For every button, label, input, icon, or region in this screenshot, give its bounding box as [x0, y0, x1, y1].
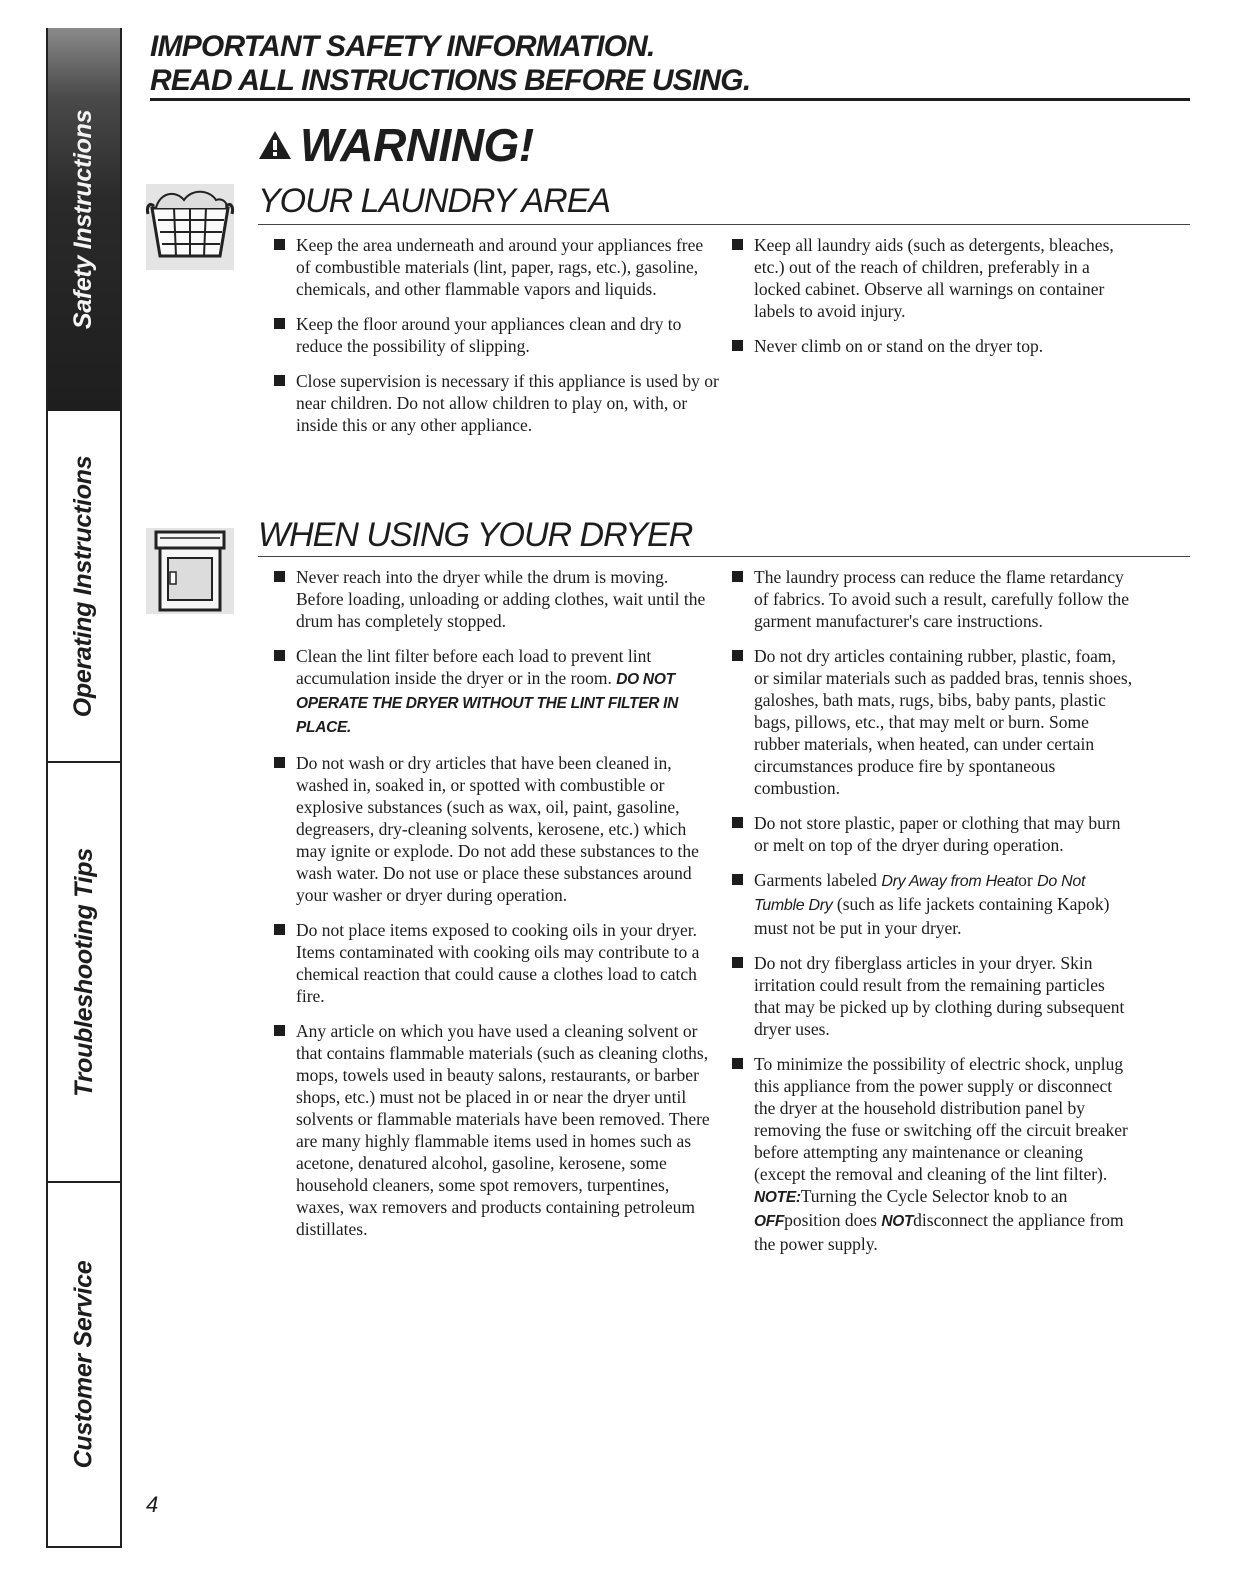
tab-label: Operating Instructions: [69, 455, 98, 717]
section-tabs: [46, 28, 122, 1548]
list-item: Garments labeled Dry Away from Heator Do Not Tumble Dry (such as life jackets containing Kapok) must not be put in your dryer.: [728, 869, 1133, 939]
tab-troubleshooting-tips[interactable]: [48, 763, 120, 1183]
list-item: Close supervision is necessary if this appliance is used by or near children. Do not allow children to play on, with, or inside this or any other appliance.: [270, 370, 720, 436]
using-dryer-left-column: [270, 566, 720, 1253]
list-item: Keep the floor around your appliances clean and dry to reduce the possibility of slipping.: [270, 313, 720, 357]
warning-triangle-icon: [258, 130, 292, 160]
section-divider: [258, 556, 1190, 557]
section-title-laundry-area: YOUR LAUNDRY AREA: [258, 182, 611, 220]
list-item: The laundry process can reduce the flame retardancy of fabrics. To avoid such a result, carefully follow the garment manufacturer's care instructions.: [728, 566, 1133, 632]
warning-heading: [258, 118, 534, 172]
page-title: [150, 30, 1190, 98]
list-item: Never reach into the dryer while the drum is moving. Before loading, unloading or adding clothes, wait until the drum has completely stopped.: [270, 566, 720, 632]
list-item: To minimize the possibility of electric shock, unplug this appliance from the power supply or disconnect the dryer at the household distribution panel by removing the fuse or switching off the circuit breaker before attempting any maintenance or cleaning (except the removal and cleaning of the lint filter). NOTE:Turning the Cycle Selector knob to an OFFposition does NOTdisconnect the appliance from the power supply.: [728, 1053, 1133, 1255]
laundry-basket-icon: [146, 184, 234, 270]
list-item: Keep the area underneath and around your appliances free of combustible materials (lint, paper, rags, etc.), gasoline, chemicals, and other flammable vapors and liquids.: [270, 234, 720, 300]
list-item: Any article on which you have used a cleaning solvent or that contains flammable materials (such as cleaning cloths, mops, towels used in beauty salons, restaurants, or barber shops, etc.) must not be placed in or near the dryer until solvents or flammable materials have been removed. There are many highly flammable items used in homes such as acetone, denatured alcohol, gasoline, kerosene, some household cleaners, some spot removers, turpentines, waxes, wax removers and products containing petroleum distillates.: [270, 1020, 720, 1240]
dryer-icon: [146, 528, 234, 614]
tab-label: Safety Instructions: [69, 109, 98, 330]
list-item: Do not dry articles containing rubber, plastic, foam, or similar materials such as padded bras, tennis shoes, galoshes, bath mats, rugs, bibs, baby pants, plastic bags, pillows, etc., that may melt or burn. Some rubber materials, when heated, can under certain circumstances produce fire by spontaneous combustion.: [728, 645, 1133, 799]
title-line-1: IMPORTANT SAFETY INFORMATION.: [150, 30, 655, 63]
tab-operating-instructions[interactable]: [48, 411, 120, 763]
warning-title: WARNING!: [300, 119, 534, 171]
list-item: Do not dry fiberglass articles in your dryer. Skin irritation could result from the remaining particles that may be picked up by clothing during subsequent dryer uses.: [728, 952, 1133, 1040]
tab-customer-service[interactable]: [48, 1183, 120, 1546]
laundry-area-left-column: [270, 234, 720, 449]
list-item: Do not place items exposed to cooking oils in your dryer. Items contaminated with cooking oils may contribute to a chemical reaction that could cause a clothes load to catch fire.: [270, 919, 720, 1007]
section-divider: [258, 224, 1190, 225]
header-divider: [150, 98, 1190, 101]
tab-label: Troubleshooting Tips: [69, 847, 98, 1097]
note-label: NOTE:: [754, 1189, 801, 1206]
list-item: Never climb on or stand on the dryer top.: [728, 335, 1128, 357]
laundry-area-right-column: [728, 234, 1128, 370]
label-do-not-tumble-dry: Do Not Tumble Dry: [754, 873, 1086, 914]
title-line-2: READ ALL INSTRUCTIONS BEFORE USING.: [150, 64, 751, 97]
list-item: Do not store plastic, paper or clothing that may burn or melt on top of the dryer during operation.: [728, 812, 1133, 856]
tab-label: Customer Service: [69, 1260, 98, 1469]
page-number: 4: [146, 1492, 159, 1517]
section-title-using-dryer: WHEN USING YOUR DRYER: [258, 516, 693, 554]
list-item: Do not wash or dry articles that have been cleaned in, washed in, soaked in, or spotted with combustible or explosive substances (such as wax, oil, paint, gasoline, degreasers, dry-cleaning solvents, kerosene, etc.) which may ignite or explode. Do not add these substances to the wash water. Do not use or place these substances around your washer or dryer during operation.: [270, 752, 720, 906]
label-dry-away-from-heat: Dry Away from Heat: [881, 873, 1019, 890]
lint-filter-warning: DO NOT OPERATE THE DRYER WITHOUT THE LINT FILTER IN PLACE.: [296, 671, 679, 736]
list-item: Clean the lint filter before each load to prevent lint accumulation inside the dryer or in the room. DO NOT OPERATE THE DRYER WITHOUT THE LINT FILTER IN PLACE.: [270, 645, 720, 739]
list-item: Keep all laundry aids (such as detergents, bleaches, etc.) out of the reach of children, preferably in a locked cabinet. Observe all warnings on container labels to avoid injury.: [728, 234, 1128, 322]
using-dryer-right-column: [728, 566, 1133, 1268]
tab-safety-instructions[interactable]: [48, 28, 120, 411]
